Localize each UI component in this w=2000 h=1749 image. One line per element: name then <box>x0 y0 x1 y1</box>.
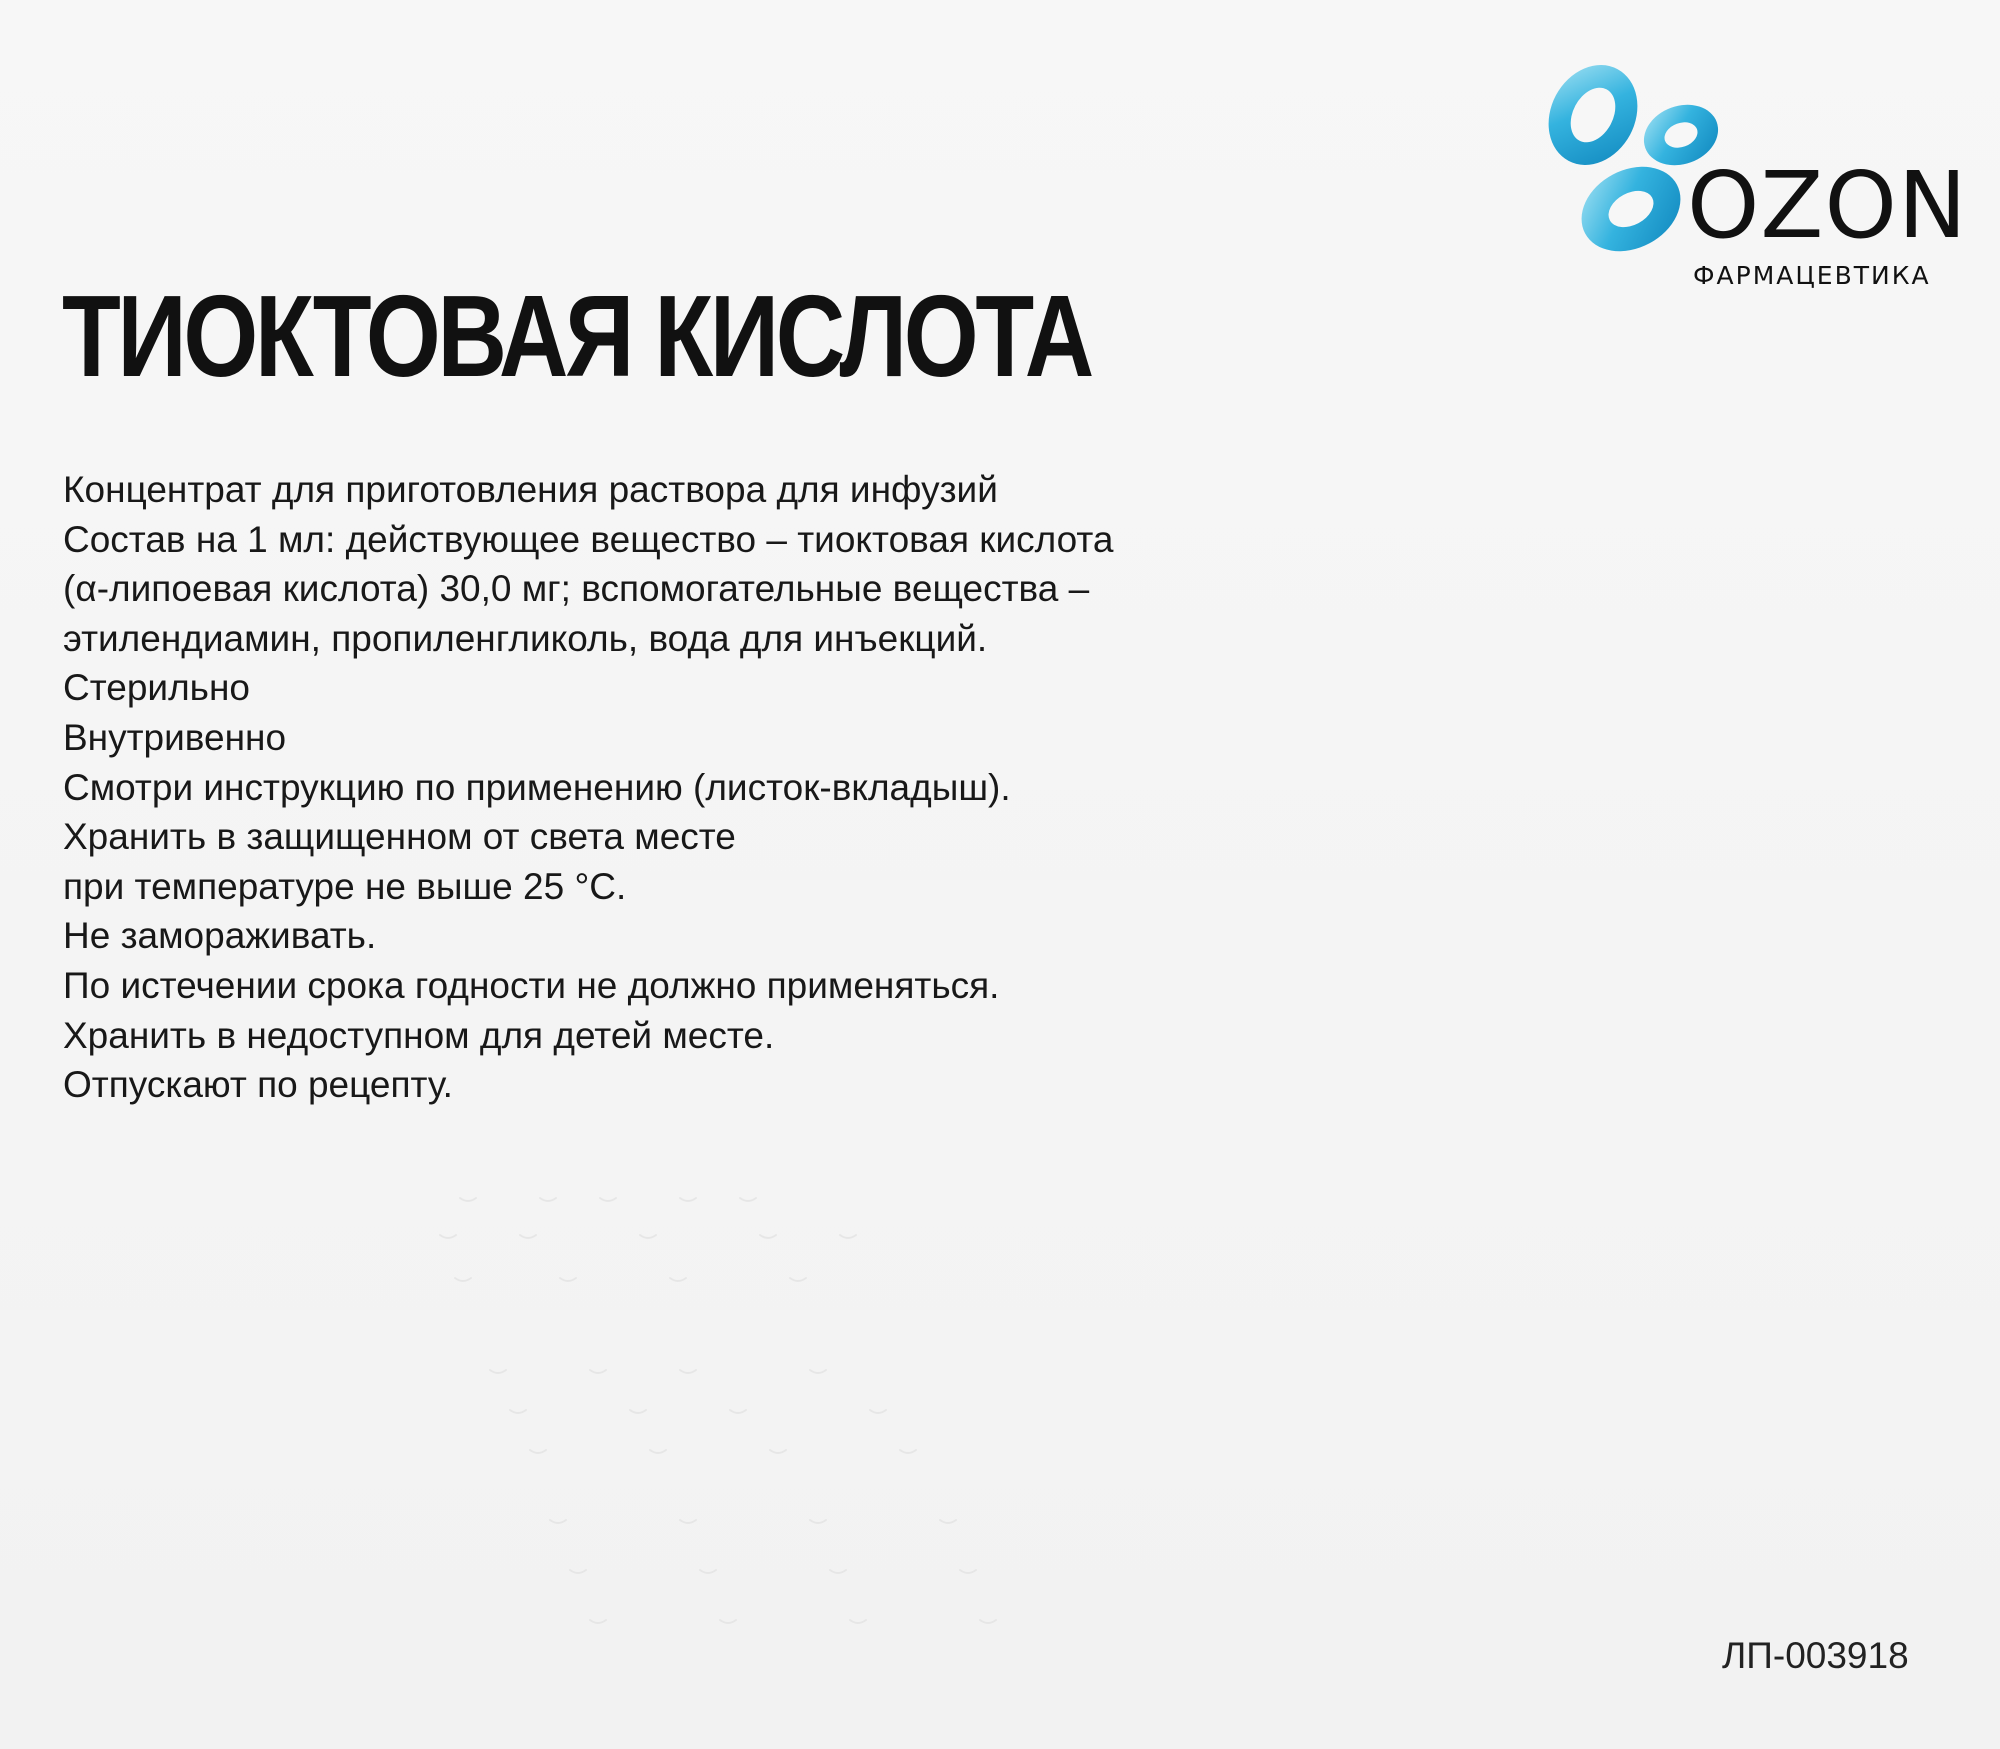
storage-line-2: при температуре не выше 25 °С. <box>63 865 627 907</box>
composition-line-2: (α-липоевая кислота) 30,0 мг; вспомогательные вещества – <box>63 568 1090 610</box>
freeze-warning: Не замораживать. <box>63 915 377 957</box>
storage-line-1: Хранить в защищенном от света месте <box>63 816 736 858</box>
composition-line-3: этилендиамин, пропиленгликоль, вода для инъекций. <box>63 617 988 659</box>
brand-name: OZON <box>1687 152 1968 259</box>
brand-subtitle: ФАРМАЦЕВТИКА <box>1693 261 1931 290</box>
expiry-warning: По истечении срока годности не должно применяться. <box>63 964 1000 1006</box>
ozon-logo <box>1535 55 1975 305</box>
braille-emboss-pattern <box>420 1180 1180 1650</box>
prescription-line: Отпускают по рецепту. <box>63 1064 453 1106</box>
instruction-line: Смотри инструкцию по применению (листок-вкладыш). <box>63 766 1011 808</box>
composition-line-1: Состав на 1 мл: действующее вещество – тиоктовая кислота <box>63 518 1114 560</box>
product-title: ТИОКТОВАЯ КИСЛОТА <box>62 271 1091 401</box>
registration-number: ЛП-003918 <box>1722 1635 1909 1676</box>
sterile-line: Стерильно <box>63 667 250 709</box>
route-line: Внутривенно <box>63 716 287 758</box>
children-warning: Хранить в недоступном для детей месте. <box>63 1014 775 1056</box>
product-information <box>63 465 1343 1110</box>
dosage-form-line: Концентрат для приготовления раствора для инфузий <box>63 469 998 510</box>
